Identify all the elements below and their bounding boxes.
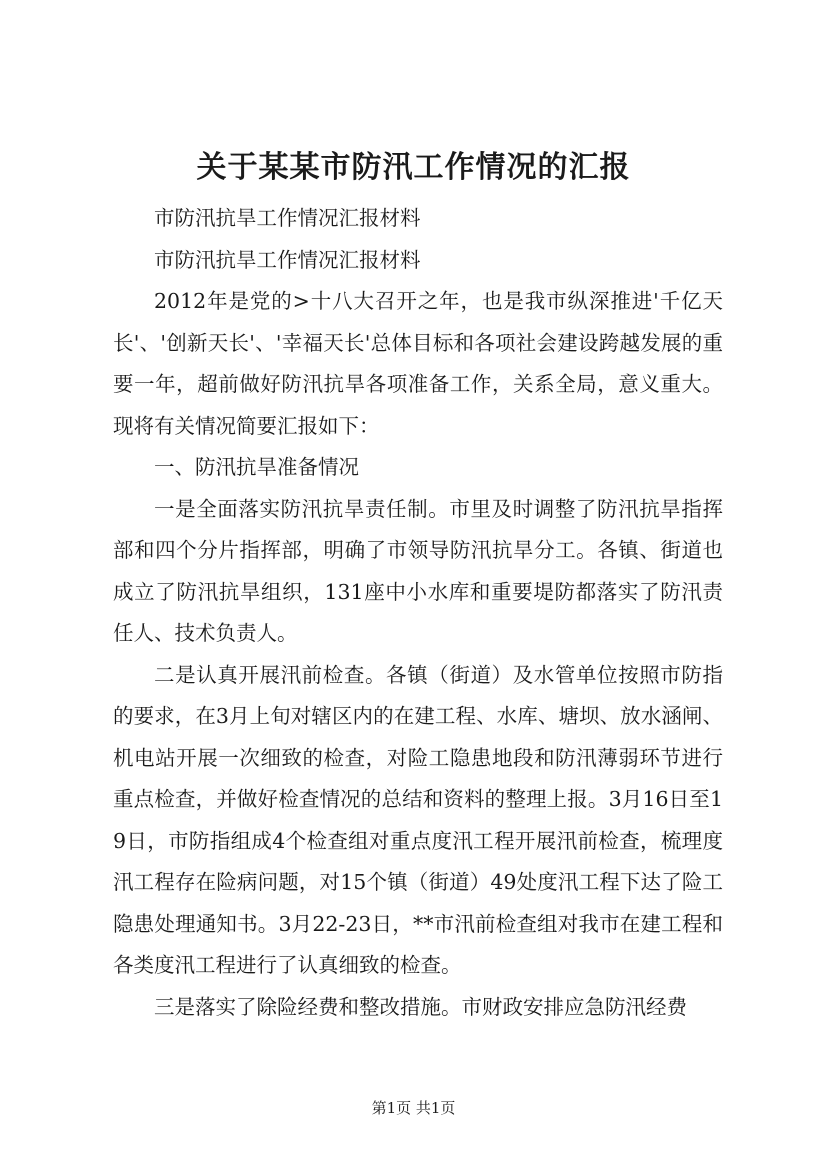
intro-paragraph: 2012年是党的>十八大召开之年，也是我市纵深推进'千亿天长'、'创新天长'、'幸福天长'总体目标和各项社会建设跨越发展的重要一年，超前做好防汛抗旱各项准备工作，关系全局，意义重大。现将有关情况简要汇报如下：	[113, 289, 723, 438]
body-paragraph: 二是认真开展汛前检查。各镇（街道）及水管单位按照市防指的要求，在3月上旬对辖区内的在建工程、水库、塘坝、放水涵闸、机电站开展一次细致的检查，对险工隐患地段和防汛薄弱环节进行重点检查，并做好检查情况的总结和资料的整理上报。3月16日至19日，市防指组成4个检查组对重点度汛工程开展汛前检查，梳理度汛工程存在险病问题，对15个镇（街道）49处度汛工程下达了险工隐患处理通知书。3月22-23日，**市汛前检查组对我市在建工程和各类度汛工程进行了认真细致的检查。	[113, 662, 723, 977]
document-body	[113, 198, 723, 1028]
document-title: 关于某某市防汛工作情况的汇报	[196, 150, 631, 185]
subtitle-line: 市防汛抗旱工作情况汇报材料	[154, 247, 421, 272]
subtitle-line: 市防汛抗旱工作情况汇报材料	[154, 206, 421, 230]
section-heading: 一、防汛抗旱准备情况	[154, 455, 359, 479]
body-paragraph: 三是落实了除险经费和整改措施。市财政安排应急防汛经费	[154, 994, 687, 1019]
page-number-footer: 第1页 共1页	[371, 1099, 456, 1117]
body-paragraph: 一是全面落实防汛抗旱责任制。市里及时调整了防汛抗旱指挥部和四个分片指挥部，明确了市领导防汛抗旱分工。各镇、街道也成立了防汛抗旱组织，131座中小水库和重要堤防都落实了防汛责任人、技术负责人。	[113, 496, 723, 645]
